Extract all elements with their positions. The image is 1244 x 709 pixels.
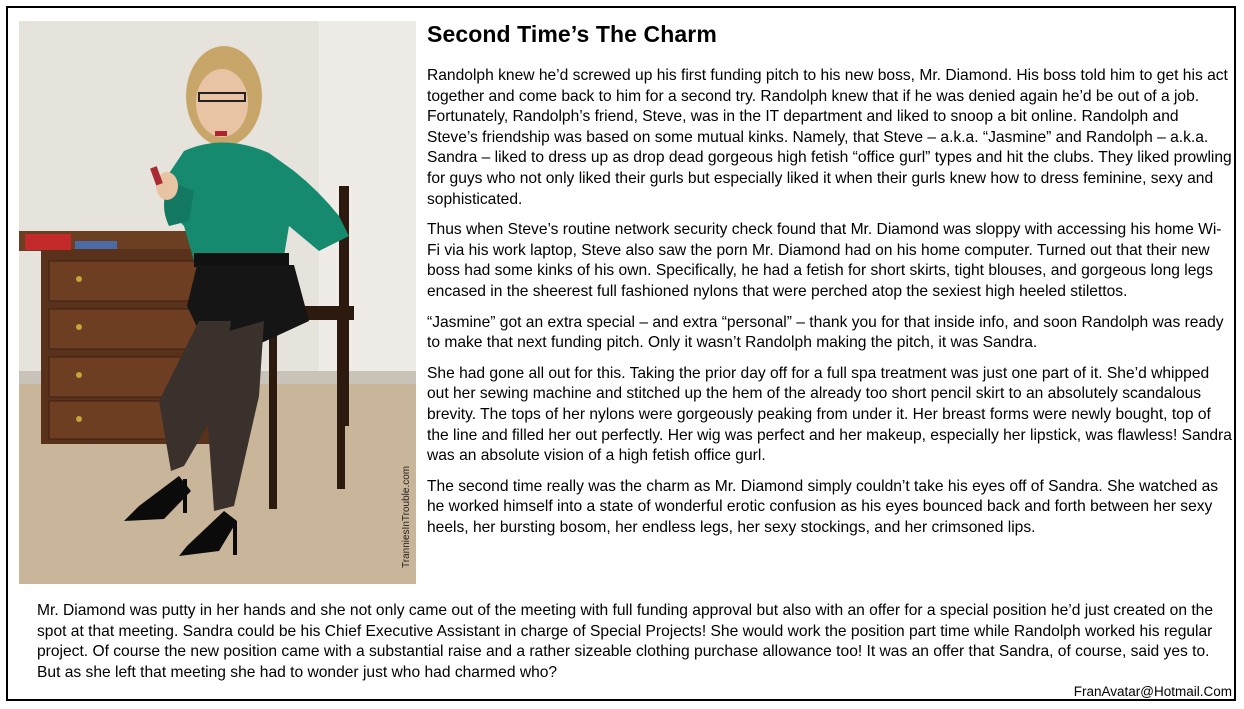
photo-watermark: TranniesInTrouble.com [401,465,412,568]
story-body [427,66,1233,548]
author-email: FranAvatar@Hotmail.Com [1073,684,1232,699]
closing-paragraph: Mr. Diamond was putty in her hands and she not only came out of the meeting with full funding approval but also with an offer for a special position he’d just created on the spot at that meeting. Sandra could be his Chief Executive Assistant in charge of Special Projects! She would work the position part time while Randolph worked his regular project. Of course the new position came with a substantial raise and a rather sizeable clothing purchase allowance too! It was an offer that Sandra, of course, said yes to. But as she left that meeting she had to wonder just who had charmed who? [37,602,1214,681]
story-paragraph: She had gone all out for this. Taking the prior day off for a full spa treatment was just one part of it. She’d whipped out her sewing machine and stitched up the hem of the already too short pencil skirt to an absolutely scandalous brevity. The tops of her nylons were gorgeously peaking from under it. Her breast forms were newly bought, top of the line and filled her out perfectly. Her wig was perfect and her makeup, especially her lipstick, was flawless! Sandra was an absolute vision of a high fetish office gurl. [427,364,1232,465]
story-paragraph: Thus when Steve’s routine network security check found that Mr. Diamond was sloppy with accessing his home Wi-Fi via his work laptop, Steve also saw the porn Mr. Diamond had on his home computer. Turned out that their new boss had some kinks of his own. Specifically, he had a fetish for short skirts, tight blouses, and gorgeous long legs encased in the sheerest full fashioned nylons that were perched atop the sexiest high heeled stilettos. [427,221,1222,300]
photo-scene [19,21,416,584]
story-paragraph: The second time really was the charm as Mr. Diamond simply couldn’t take his eyes off of Sandra. She watched as he worked himself into a state of wonderful erotic confusion as his eyes bounced back and forth between her sexy heels, her bursting bosom, her endless legs, her sexy stockings, and her crimsoned lips. [427,477,1219,536]
story-title: Second Time’s The Charm [427,21,717,47]
illustration-photo [19,21,416,584]
story-paragraph: “Jasmine” got an extra special – and extra “personal” – thank you for that inside info, and soon Randolph was ready to make that next funding pitch. Only it wasn’t Randolph making the pitch, it was Sandra. [427,313,1224,352]
story-paragraph: Randolph knew he’d screwed up his first funding pitch to his new boss, Mr. Diamond. His boss told him to get his act together and come back to him for a second try. Randolph knew that if he was denied again he’d be out of a job. Fortunately, Randolph’s friend, Steve, was in the IT department and liked to snoop a bit online. Randolph and Steve’s friendship was based on some mutual kinks. Namely, that Steve – a.k.a. “Jasmine” and Randolph – a.k.a. Sandra – liked to dress up as drop dead gorgeous high fetish “office gurl” types and hit the clubs. They liked prowling for guys who not only liked their gurls but especially liked it when their gurls knew how to dress feminine, sexy and sophisticated. [427,67,1232,208]
